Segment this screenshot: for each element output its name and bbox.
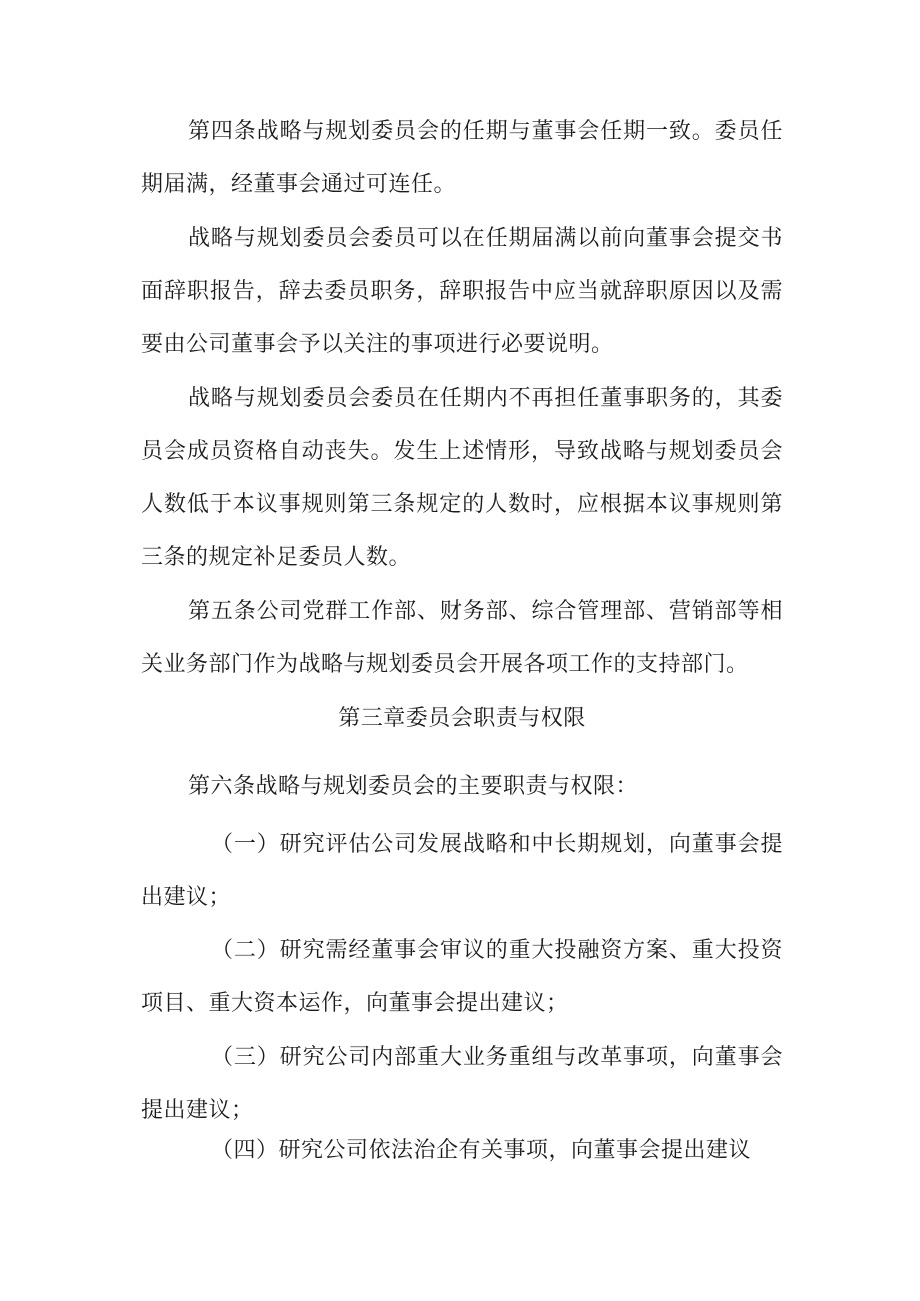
article-6-paragraph: 第六条战略与规划委员会的主要职责与权限： [188, 774, 639, 799]
duty-item-3: （三）研究公司内部重大业务重组与改革事项，向董事会提出建议； [141, 1045, 783, 1123]
duty-item-2: （二）研究需经董事会审议的重大投融资方案、重大投资项目、重大资本运作，向董事会提出建议； [141, 938, 783, 1016]
duty-item-4: （四）研究公司依法治企有关事项，向董事会提出建议 [211, 1138, 752, 1163]
qualification-loss-paragraph: 战略与规划委员会委员在任期内不再担任董事职务的，其委员会成员资格自动丧失。发生上述情形，导致战略与规划委员会人数低于本议事规则第三条规定的人数时，应根据本议事规则第三条的规定补足委员人数。 [141, 386, 783, 570]
resignation-paragraph: 战略与规划委员会委员可以在任期届满以前向董事会提交书面辞职报告，辞去委员职务，辞职报告中应当就辞职原因以及需要由公司董事会予以关注的事项进行必要说明。 [141, 226, 783, 357]
article-5-paragraph: 第五条公司党群工作部、财务部、综合管理部、营销部等相关业务部门作为战略与规划委员会开展各项工作的支持部门。 [141, 599, 783, 677]
chapter-heading: 第三章委员会职责与权限 [338, 706, 586, 731]
duty-item-1: （一）研究评估公司发展战略和中长期规划，向董事会提出建议； [141, 832, 783, 910]
article-4-paragraph: 第四条战略与规划委员会的任期与董事会任期一致。委员任期届满，经董事会通过可连任。 [141, 119, 783, 197]
